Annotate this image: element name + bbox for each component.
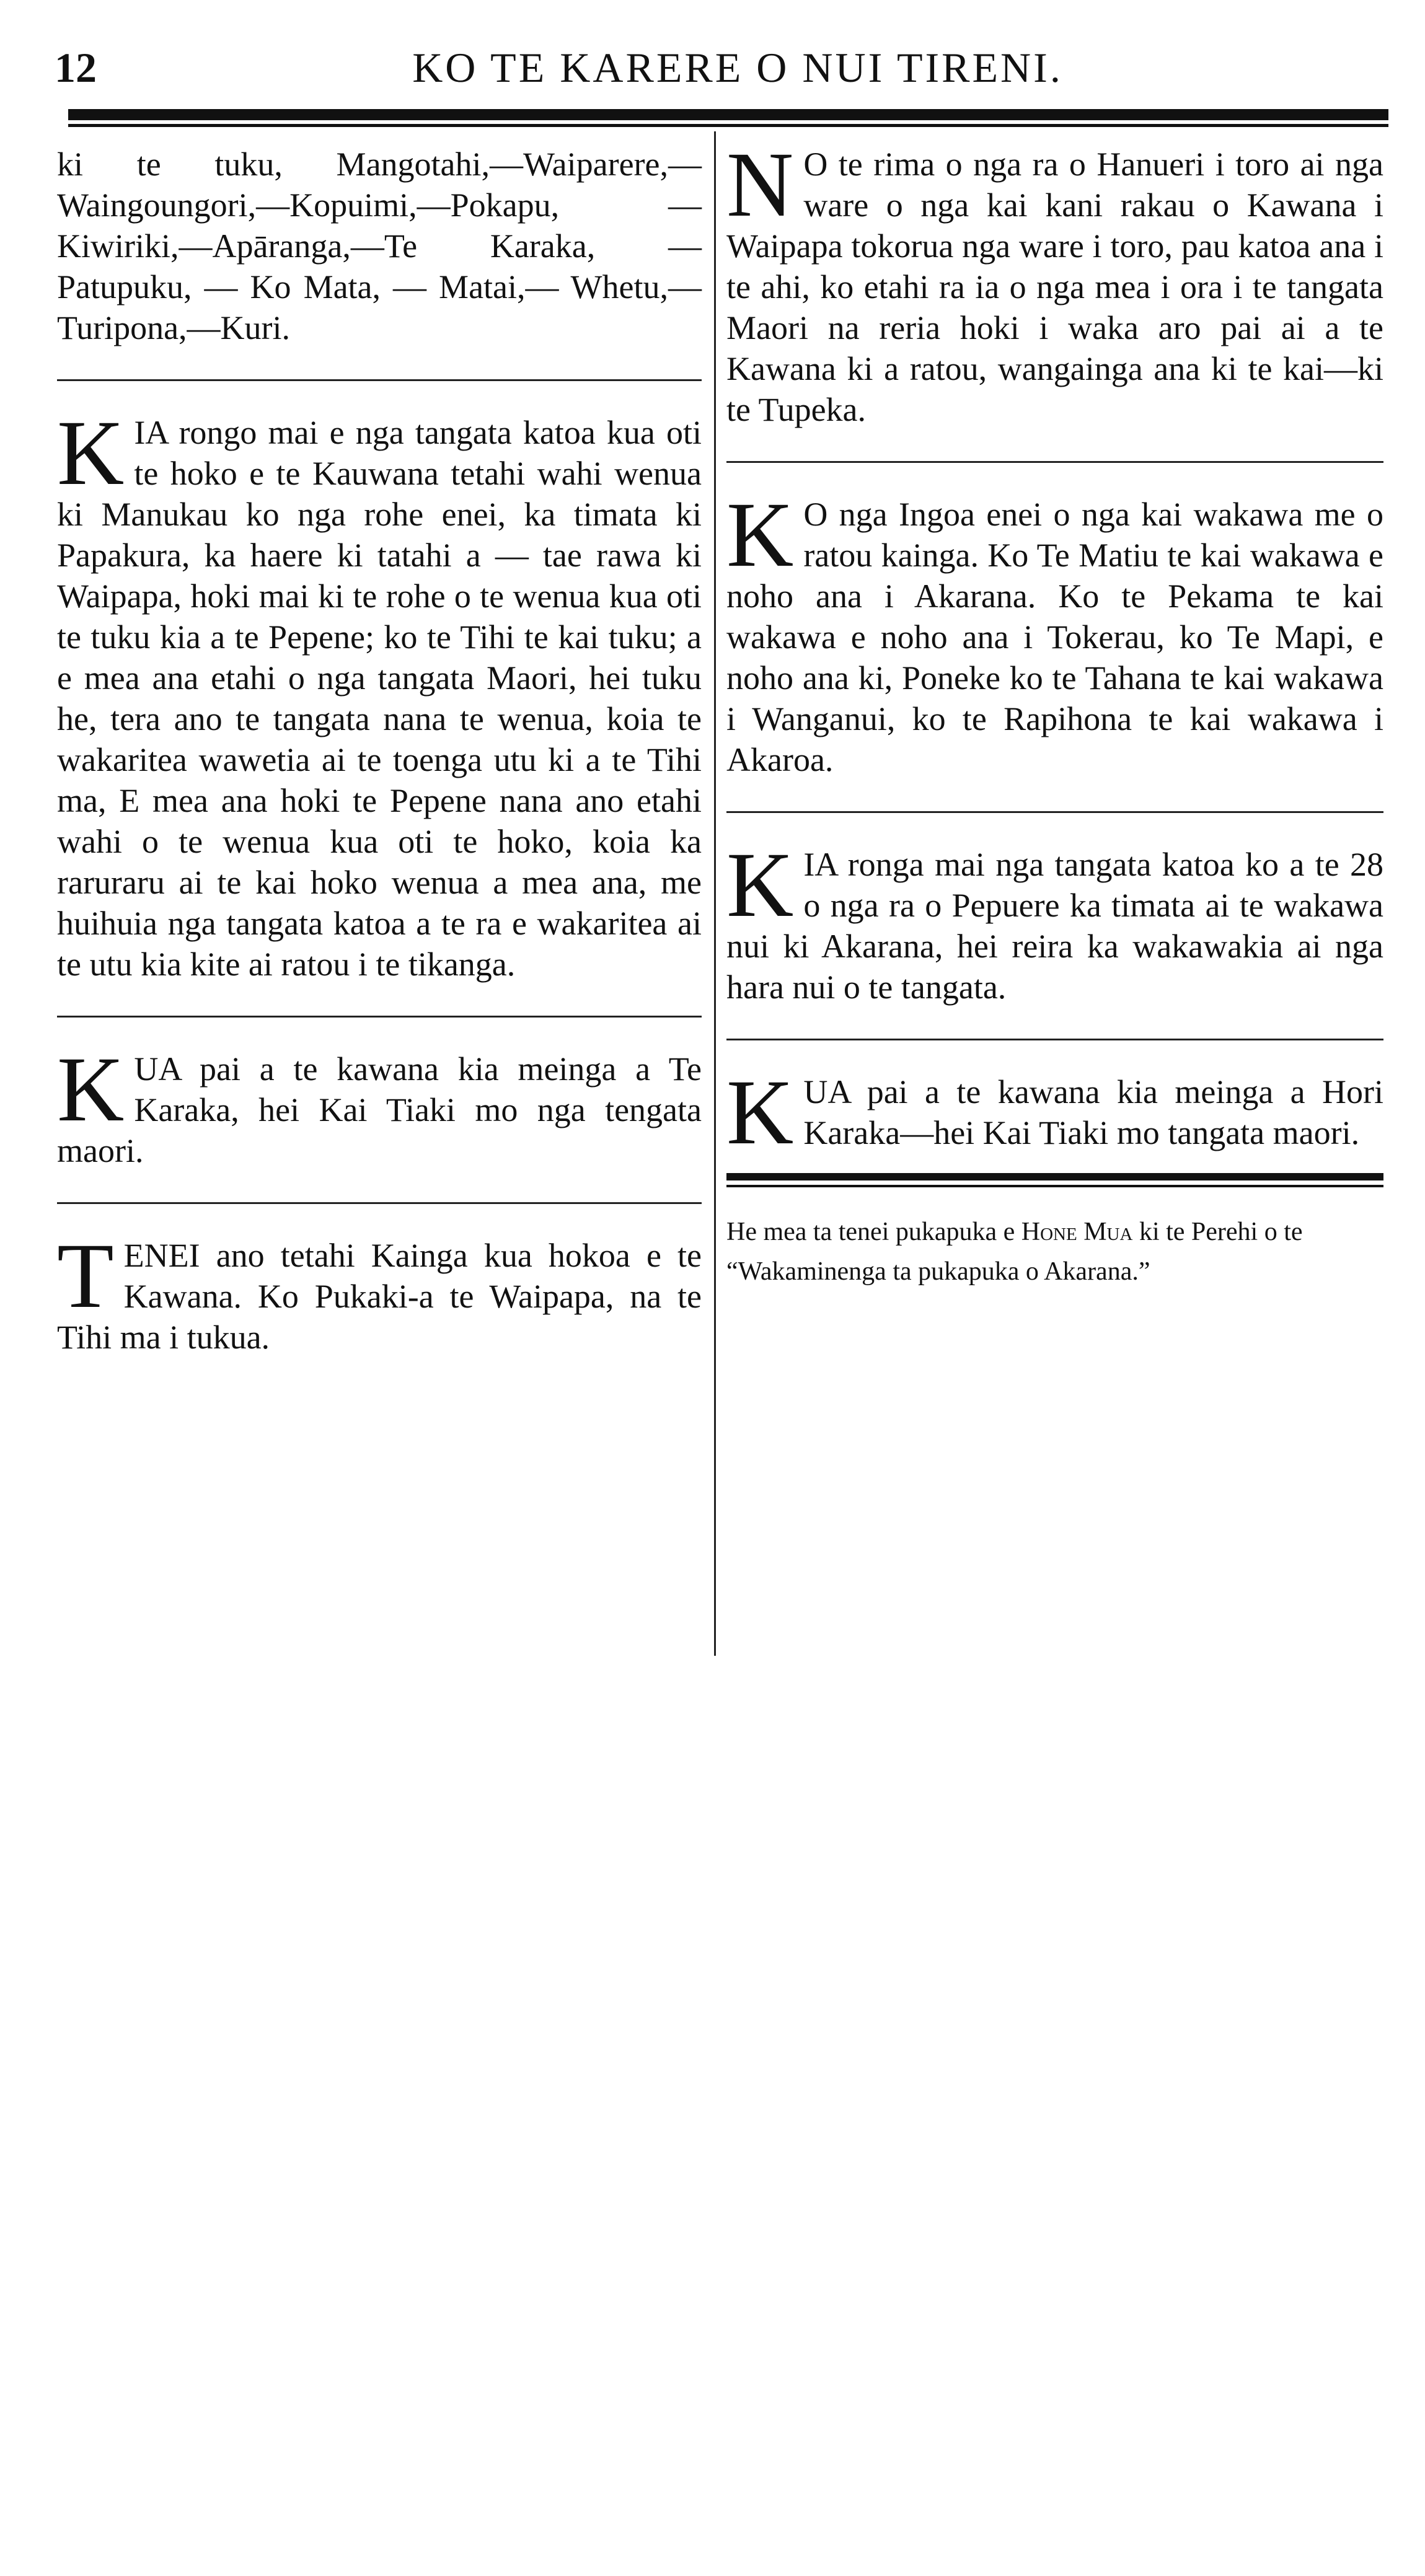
notice-text: O nga Ingoa enei o nga kai wakawa me o ratou kainga. Ko Te Matiu te kai wakawa e noho ana i Akarana. Ko te Pekama te kai wakawa e noho ana i Tokerau, ko Te Mapi, e noho ana ki, Poneke ko te Tahana te kai wakawa i Wanganui, ko te Rapihona te kai wakawa i Akaroa. [726, 496, 1383, 778]
drop-cap: K [726, 1061, 794, 1164]
section-separator [726, 811, 1383, 813]
notice-text: UA pai a te kawana kia meinga a Hori Karaka—hei Kai Tiaki mo tangata maori. [803, 1073, 1383, 1151]
notice-kainga-pukaki [57, 1224, 702, 1358]
printer-colophon [726, 1212, 1383, 1291]
notice-appointment-te-karaka [57, 1038, 702, 1171]
notice-text: O te rima o nga ra o Hanueri i toro ai nga ware o nga kai kani rakau o Kawana i Waipapa tokorua nga ware i toro, pau katoa ana i te ahi, ko etahi ra ia o nga mea i ora i te tangata Maori na reria hoki i waka aro pai ai a te Kawana ki a ratou, wangainga ana ki te kai—ki te Tupeka. [726, 146, 1383, 428]
continued-text: ki te tuku, Mangotahi,—Waiparere,—Waingoungori,—Kopuimi,—Pokapu, —Kiwiriki,—Apāranga,—Te Karaka, — Patupuku, — Ko Mata, — Matai,— Whetu,—Turipona,—Kuri. [57, 146, 702, 346]
colophon-before: He mea ta tenei pukapuka e [726, 1218, 1021, 1246]
column-divider [714, 131, 716, 1656]
colophon-after: ki te Perehi o te “Wakaminenga ta pukapuka o Akarana.” [726, 1218, 1303, 1286]
notice-land-purchase-manukau [57, 402, 702, 985]
notice-text: UA pai a te kawana kia meinga a Te Karaka, hei Kai Tiaki mo nga tengata maori. [57, 1050, 702, 1169]
drop-cap: K [726, 483, 794, 586]
header-rule-thick [68, 109, 1388, 120]
drop-cap: T [57, 1224, 114, 1327]
footer-rule-thin [726, 1185, 1383, 1187]
section-separator [726, 1039, 1383, 1040]
right-column [726, 133, 1383, 1291]
printer-name: Hone Mua [1021, 1218, 1133, 1246]
continued-article [57, 144, 702, 348]
notice-text: IA ronga mai nga tangata katoa ko a te 28 o nga ra o Pepuere ka timata ai te wakawa nui ki Akarana, hei reira ka wakawakia ai nga hara nui o te tangata. [726, 846, 1383, 1006]
left-column [57, 144, 702, 1358]
drop-cap: K [57, 1038, 125, 1141]
notice-sawmill-fire [726, 133, 1383, 430]
page-number: 12 [55, 44, 97, 91]
drop-cap: K [726, 833, 794, 936]
drop-cap: N [726, 133, 794, 236]
notice-supreme-court [726, 833, 1383, 1008]
header-rule-thin [68, 124, 1388, 127]
footer-rule-thick [726, 1173, 1383, 1180]
section-separator [57, 1202, 702, 1204]
section-separator [57, 1016, 702, 1018]
notice-text: IA rongo mai e nga tangata katoa kua oti te hoko e te Kauwana tetahi wahi wenua ki Manukau ko nga rohe enei, ka timata ki Papakura, ka haere ki tatahi a — tae rawa ki Waipapa, hoki mai ki te rohe o te wenua kua oti te tuku kia a te Pepene; ko te Tihi te kai tuku; a e mea ana etahi o nga tangata Maori, hei tuku he, tera ano te tangata nana te wenua, koia te wakaritea wawetia ai te toenga utu ki a te Tihi ma, E mea ana hoki te Pepene nana ano etahi wahi o te wenua kua oti te hoko, koia ka raruraru ai te kai hoko wenua a mea ana, me huihuia nga tangata katoa a te ra e wakaritea ai te utu kia kite ai ratou i te tikanga. [57, 414, 702, 983]
drop-cap: K [57, 402, 125, 504]
section-separator [726, 461, 1383, 463]
notice-text: ENEI ano tetahi Kainga kua hokoa e te Kawana. Ko Pukaki-a te Waipapa, na te Tihi ma i tukua. [57, 1237, 702, 1356]
notice-magistrates [726, 483, 1383, 780]
notice-appointment-hori-karaka [726, 1061, 1383, 1164]
section-separator [57, 379, 702, 381]
running-title: KO TE KARERE O NUI TIRENI. [412, 44, 1063, 91]
